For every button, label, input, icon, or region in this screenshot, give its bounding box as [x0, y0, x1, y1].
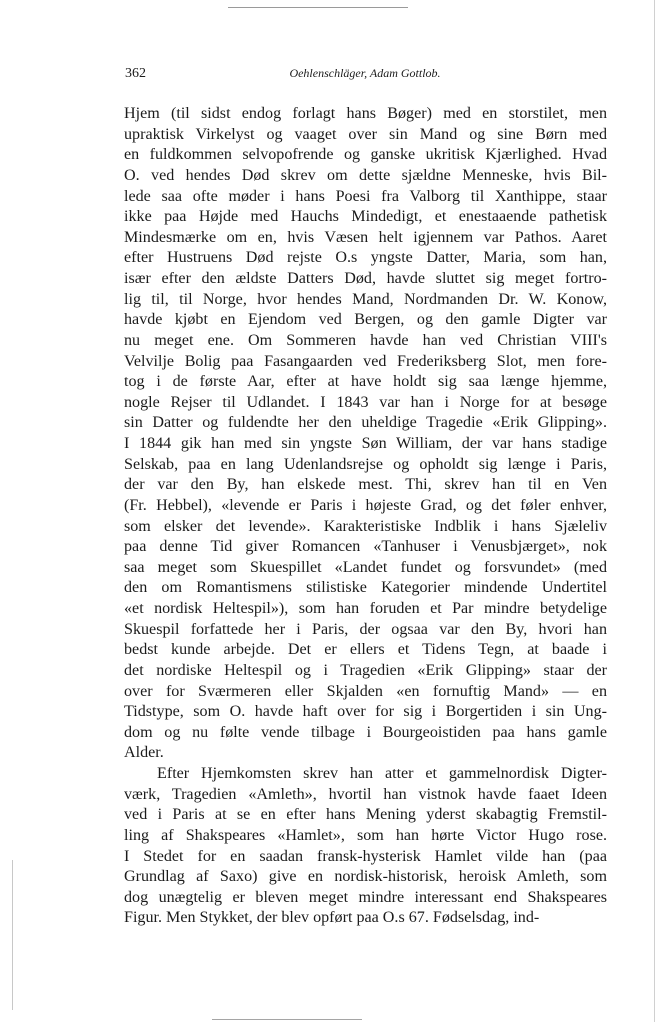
page-number: 362 — [125, 66, 146, 81]
paragraph — [124, 104, 607, 764]
text-line: Hjem (til sidst endog forlagt hans Bøger) med en storstilet, men — [124, 105, 607, 122]
running-head: Oehlenschläger, Adam Gottlob. — [289, 66, 441, 80]
scan-artifact-bottom-line — [212, 1019, 362, 1020]
text-line: sin Datter og fuldendte her den uheldige Tragedie «Erik Glipping». — [124, 414, 607, 432]
text-line: I 1844 gik han med sin yngste Søn William, der var hans stadige — [124, 435, 607, 452]
text-line: værk, Tragedien «Amleth», hvortil han vistnok havde faaet Ideen — [124, 785, 607, 803]
text-line: ling af Shakspeares «Hamlet», som han hørte Victor Hugo rose. — [124, 826, 607, 844]
text-line: havde kjøbt en Ejendom ved Bergen, og den gamle Digter var — [124, 311, 607, 329]
text-line: Selskab, paa en lang Udenlandsrejse og opholdt sig længe i Paris, — [124, 455, 607, 473]
page-header — [125, 66, 605, 88]
text-line: en fuldkommen selvopofrende og ganske ukritisk Kjærlighed. Hvad — [124, 146, 607, 164]
text-line: ved i Paris at se en efter hans Mening yderst skabagtig Fremstil- — [124, 806, 607, 824]
text-line: Grundlag af Saxo) give en nordisk-historisk, heroisk Amleth, som — [124, 868, 607, 886]
text-line: nu meget ene. Om Sommeren havde han ved Christian VIII's — [124, 331, 607, 349]
text-line: Mindesmærke om en, hvis Væsen helt igjennem var Pathos. Aaret — [124, 228, 607, 246]
text-line: O. ved hendes Død skrev om dette sjældne Menneske, hvis Bil- — [124, 166, 607, 184]
text-line: dog unægtelig er bleven meget mindre interessant end Shakspeares — [124, 888, 607, 906]
text-line: «et nordisk Heltespil»), som han foruden et Par mindre betydelige — [124, 600, 607, 617]
text-line: dom og nu følte vende tilbage i Bourgeoistiden paa hans gamle — [124, 723, 607, 741]
scan-artifact-right-edge — [654, 0, 655, 1022]
text-line: lede saa ofte møder i hans Poesi fra Valborg til Xanthippe, staar — [124, 187, 607, 205]
text-line: det nordiske Heltespil og i Tragedien «Erik Glipping» staar der — [124, 661, 607, 679]
text-line: der var den By, han elskede mest. Thi, skrev han til en Ven — [124, 476, 607, 494]
text-line: ikke paa Højde med Hauchs Mindedigt, et enestaaende pathetisk — [124, 208, 607, 226]
body-text — [124, 104, 607, 929]
text-line: lig til, til Norge, hvor hendes Mand, Nordmanden Dr. W. Konow, — [124, 290, 607, 308]
text-line: Efter Hjemkomsten skrev han atter et gammelnordisk Digter- — [157, 765, 607, 782]
text-line: efter Hustruens Død rejste O.s yngste Datter, Maria, som han, — [124, 249, 607, 267]
text-line: Velvilje Bolig paa Fasangaarden ved Frederiksberg Slot, men fore- — [124, 352, 607, 370]
text-line: som elsker det levende». Karakteristiske Indblik i hans Sjæleliv — [124, 517, 607, 535]
text-line: nogle Rejser til Udlandet. I 1843 var han i Norge for at besøge — [124, 393, 607, 411]
text-line: over for Sværmeren eller Skjalden «en fornuftig Mand» — en — [124, 682, 607, 700]
text-line: Skuespil forfattede her i Paris, der ogsaa var den By, hvori han — [124, 620, 607, 638]
text-line: upraktisk Virkelyst og vaaget over sin Mand og sine Børn med — [124, 125, 607, 143]
scan-artifact-left-edge — [12, 860, 13, 1010]
text-line: Alder. — [124, 744, 164, 762]
text-line: især efter den ældste Datters Død, havde sluttet sig meget fortro- — [124, 270, 607, 287]
text-line: bedst kunde arbejde. Det er ellers et Tidens Tegn, at baade i — [124, 641, 607, 659]
text-line: Tidstype, som O. havde haft over for sig i Borgertiden i sin Ung- — [124, 703, 607, 721]
text-line: (Fr. Hebbel), «levende er Paris i højeste Grad, og det føler enhver, — [124, 496, 607, 514]
text-line: I Stedet for en saadan fransk-hysterisk Hamlet vilde han (paa — [124, 847, 607, 865]
text-line: saa meget som Skuespillet «Landet fundet og forsvundet» (med — [124, 558, 607, 576]
scan-artifact-top-line — [228, 7, 408, 8]
text-line: den om Romantismens stilistiske Kategorier mindende Undertitel — [124, 579, 607, 597]
text-line: paa denne Tid giver Romancen «Tanhuser i Venusbjærget», nok — [124, 538, 607, 556]
text-line: Figur. Men Stykket, der blev opført paa O.s 67. Fødselsdag, ind- — [124, 909, 540, 927]
text-line: tog i de første Aar, efter at have holdt sig saa længe hjemme, — [124, 373, 607, 391]
paragraph — [124, 764, 607, 929]
